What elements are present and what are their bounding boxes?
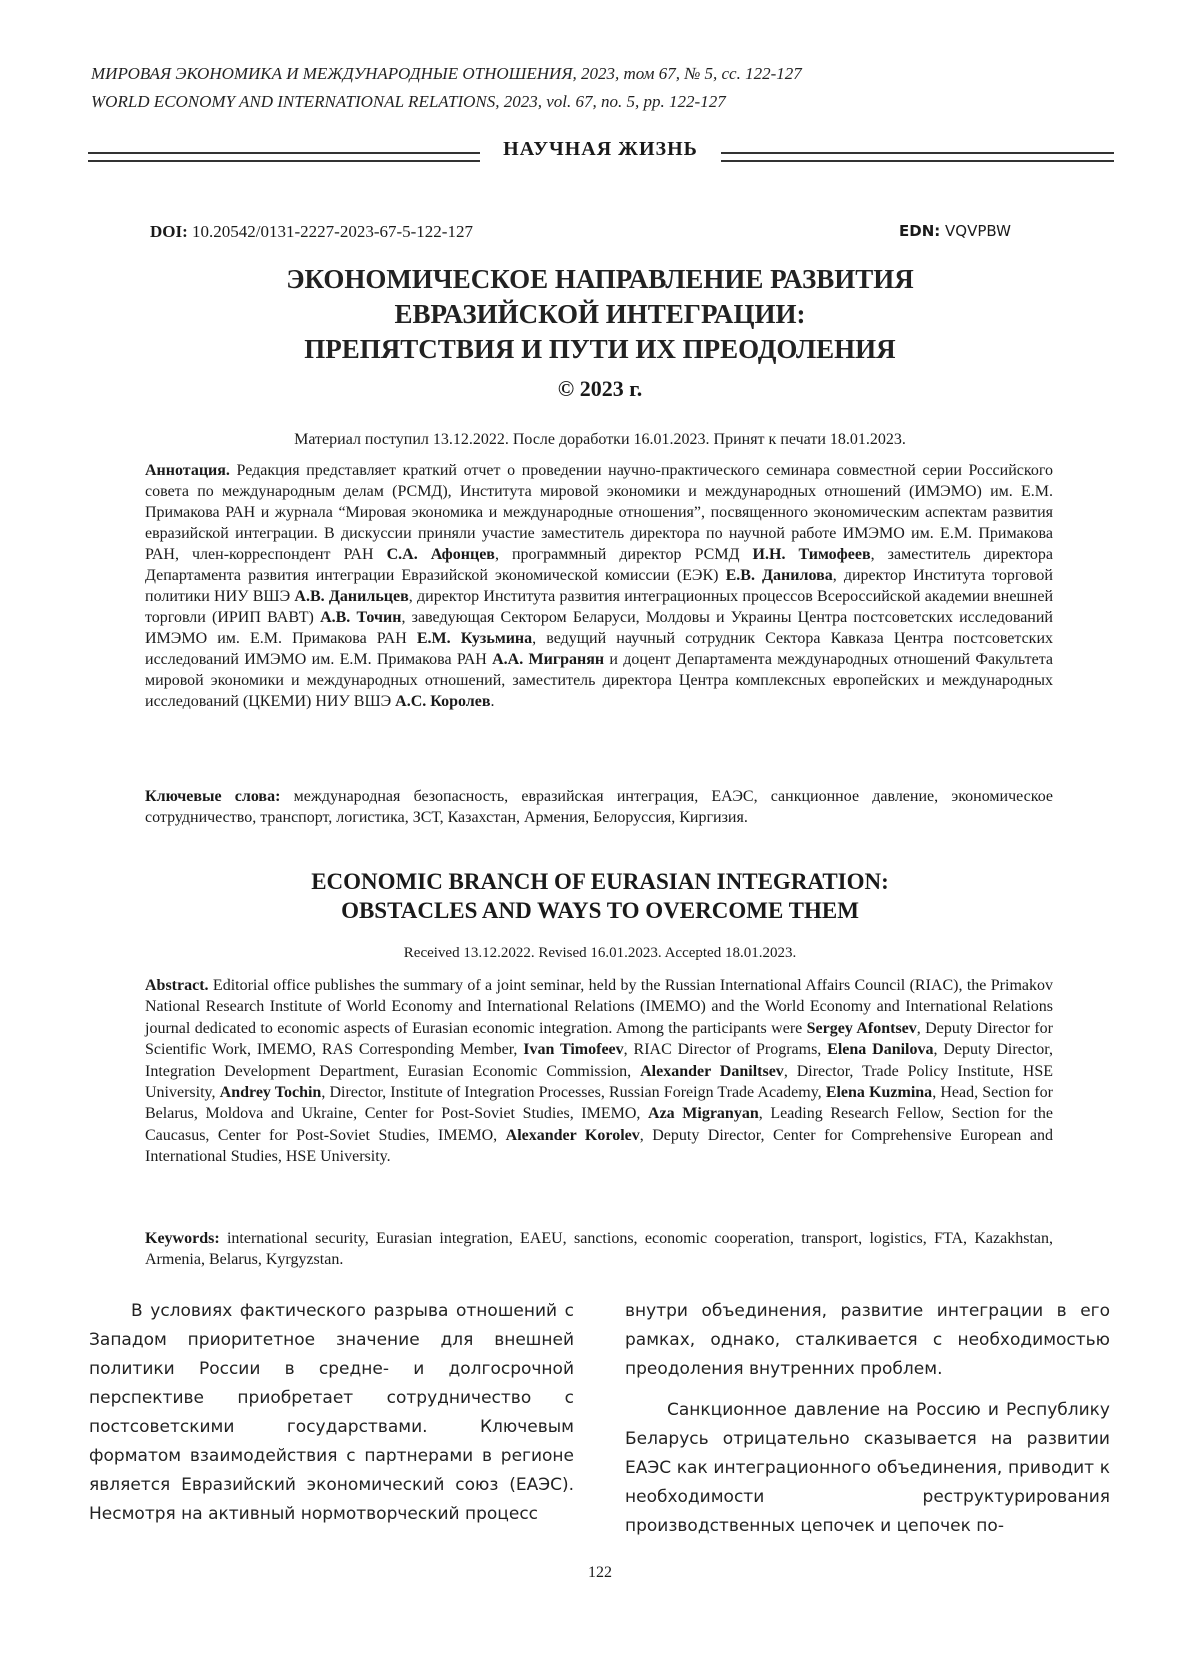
annotation-ru-text: , заместитель директора Департамента развития интеграции Евразийской экономической комиссии (ЕЭК) <box>145 546 1054 584</box>
article-title-ru <box>150 262 1050 367</box>
participant-name: Е.В. Данилова <box>725 567 833 584</box>
journal-line-ru: МИРОВАЯ ЭКОНОМИКА И МЕЖДУНАРОДНЫЕ ОТНОШЕНИЯ, 2023, том 67, № 5, сс. 122-127 <box>91 64 802 83</box>
body-column-right <box>625 1297 1110 1553</box>
abstract-en-text: Editorial office publishes the summary of a joint seminar, held by the Russian International Affairs Council (RIAC), the Primakov National Research Institute of World Economy and International Relations (IMEMO) and the World Economy and International Relations journal dedicated to economic aspects of Eurasian economic integration. Among the participants were <box>145 977 1053 1037</box>
edn-label: EDN: <box>899 222 941 240</box>
abstract-en-text: , Head, Section for Belarus, Moldova and Ukraine, Center for Post-Soviet Studies, IMEMO, <box>145 1084 1054 1123</box>
doi-label: DOI: <box>150 222 188 241</box>
abstract-en-text: , Leading Research Fellow, Section for the Caucasus, Center for Post-Soviet Studies, IMEMO, <box>145 1105 1053 1144</box>
participant-name: Alexander Daniltsev <box>640 1062 784 1080</box>
received-dates-ru: Материал поступил 13.12.2022. После доработки 16.01.2023. Принят к печати 18.01.2023. <box>294 431 906 448</box>
section-rubric <box>88 132 1114 184</box>
article-title-en <box>150 867 1050 925</box>
participant-name: Ivan Timofeev <box>523 1041 624 1059</box>
edn <box>899 222 1011 240</box>
participant-name: И.Н. Тимофеев <box>752 546 871 563</box>
copyright-year: © 2023 г. <box>557 376 643 401</box>
body-column-left <box>89 1297 574 1541</box>
abstract-en-text: , Deputy Director, Integration Development Department, Eurasian Economic Commission, <box>145 1041 1053 1080</box>
body-paragraph: внутри объединения, развитие интеграции в его рамках, однако, сталкивается с необходимостью преодоления внутренних проблем. <box>625 1301 1110 1379</box>
participant-name: А.С. Королев <box>395 693 491 710</box>
title-ru-line2: ЕВРАЗИЙСКОЙ ИНТЕГРАЦИИ: <box>394 299 806 329</box>
keywords-ru <box>145 786 1053 828</box>
annotation-ru-text: . <box>490 693 495 710</box>
abstract-en-text: , Director, Institute of Integration Processes, Russian Foreign Trade Academy, <box>321 1084 826 1102</box>
annotation-ru-text: , программный директор РСМД <box>494 546 753 563</box>
participant-name: Alexander Korolev <box>505 1126 640 1144</box>
body-paragraph: В условиях фактического разрыва отношений с Западом приоритетное значение для внешней политики России в средне- и долгосрочной перспективе приобретает сотрудничество с постсоветскими государствами. Ключевым форматом взаимодействия с партнерами в регионе является Евразийский экономический союз (ЕАЭС). Несмотря на активный нормотворческий процесс <box>89 1301 574 1524</box>
annotation-ru-text: , заведующая Сектором Беларуси, Молдовы и Украины Центра постсоветских исследований ИМЭМО им. Е.М. Примакова РАН <box>145 609 1053 647</box>
abstract-en-text: , Director, Trade Policy Institute, HSE University, <box>145 1062 1054 1102</box>
annotation-ru-text: , директор Института торговой политики НИУ ВШЭ <box>145 567 1053 605</box>
participant-name: Sergey Afontsev <box>806 1019 917 1037</box>
participant-name: Elena Danilova <box>827 1041 934 1059</box>
keywords-ru-label: Ключевые слова: <box>145 788 281 805</box>
keywords-en <box>145 1228 1053 1270</box>
rubric-rule-right <box>721 149 1114 163</box>
participant-name: А.В. Данильцев <box>294 588 409 605</box>
participant-name: Elena Kuzmina <box>825 1084 933 1102</box>
title-ru-line3: ПРЕПЯТСТВИЯ И ПУТИ ИХ ПРЕОДОЛЕНИЯ <box>304 334 896 364</box>
abstract-en <box>145 975 1053 1168</box>
participant-name: Е.М. Кузьмина <box>416 630 533 647</box>
title-en-line2: OBSTACLES AND WAYS TO OVERCOME THEM <box>341 898 859 923</box>
page-number: 122 <box>588 1564 612 1581</box>
participant-name: Aza Migranyan <box>648 1105 759 1123</box>
abstract-en-text: , Deputy Director, Center for Comprehensive European and International Studies, HSE University. <box>145 1126 1054 1166</box>
edn-value: VQVPBW <box>945 222 1011 240</box>
doi-value: 10.20542/0131-2227-2023-67-5-122-127 <box>192 222 473 241</box>
title-en-line1: ECONOMIC BRANCH OF EURASIAN INTEGRATION: <box>311 869 889 894</box>
received-dates-en: Received 13.12.2022. Revised 16.01.2023. Accepted 18.01.2023. <box>403 945 797 961</box>
participant-name: Andrey Tochin <box>219 1084 322 1102</box>
title-ru-line1: ЭКОНОМИЧЕСКОЕ НАПРАВЛЕНИЕ РАЗВИТИЯ <box>286 264 914 294</box>
annotation-ru-text: Редакция представляет краткий отчет о проведении научно-практического семинара совместной серии Российского совета по международным делам (РСМД), Института мировой экономики и международных отношений (ИМЭМО) им. Е.М. Примакова РАН и журнала “Мировая экономика и международные отношения”, посвященного экономическим аспектам развития евразийской интеграции. В дискуссии приняли участие заместитель директора по научной работе ИМЭМО им. Е.М. Примакова РАН, член-корреспондент РАН <box>145 462 1053 563</box>
keywords-en-text: international security, Eurasian integration, EAEU, sanctions, economic cooperation, transport, logistics, FTA, Kazakhstan, Armenia, Belarus, Kyrgyzstan. <box>145 1230 1053 1268</box>
body-paragraph: Санкционное давление на Россию и Республику Беларусь отрицательно сказывается на развитии ЕАЭС как интеграционного объединения, приводит к необходимости реструктурирования производственных цепочек и цепочек по- <box>625 1400 1110 1536</box>
annotation-ru-text: , директор Института развития интеграционных процессов Всероссийской академии внешней торговли (ИРИП ВАВТ) <box>145 588 1053 626</box>
abstract-en-label: Abstract. <box>145 977 209 994</box>
journal-header <box>91 60 802 116</box>
annotation-ru <box>145 460 1053 712</box>
rubric-rule-left <box>88 149 480 163</box>
participant-name: С.А. Афонцев <box>386 546 495 563</box>
keywords-ru-text: международная безопасность, евразийская интеграция, ЕАЭС, санкционное давление, экономическое сотрудничество, транспорт, логистика, ЗСТ, Казахстан, Армения, Белоруссия, Киргизия. <box>145 788 1054 826</box>
annotation-ru-text: , ведущий научный сотрудник Сектора Кавказа Центра постсоветских исследований ИМЭМО им. Е.М. Примакова РАН <box>145 630 1054 668</box>
keywords-en-label: Keywords: <box>145 1230 220 1247</box>
abstract-en-text: , Deputy Director for Scientific Work, IMEMO, RAS Corresponding Member, <box>145 1019 1053 1059</box>
annotation-ru-label: Аннотация. <box>145 462 230 479</box>
journal-line-en: WORLD ECONOMY AND INTERNATIONAL RELATIONS, 2023, vol. 67, no. 5, pp. 122-127 <box>91 92 726 111</box>
doi <box>150 222 473 242</box>
participant-name: А.А. Мигранян <box>492 651 605 668</box>
annotation-ru-text: и доцент Департамента международных отношений Факультета мировой экономики и международных отношений, заместитель директора Центра комплексных европейских и международных исследований (ЦКЕМИ) НИУ ВШЭ <box>145 651 1053 710</box>
participant-name: А.В. Точин <box>320 609 402 626</box>
abstract-en-text: , RIAC Director of Programs, <box>623 1041 828 1059</box>
rubric-title: НАУЧНАЯ ЖИЗНЬ <box>503 138 698 160</box>
